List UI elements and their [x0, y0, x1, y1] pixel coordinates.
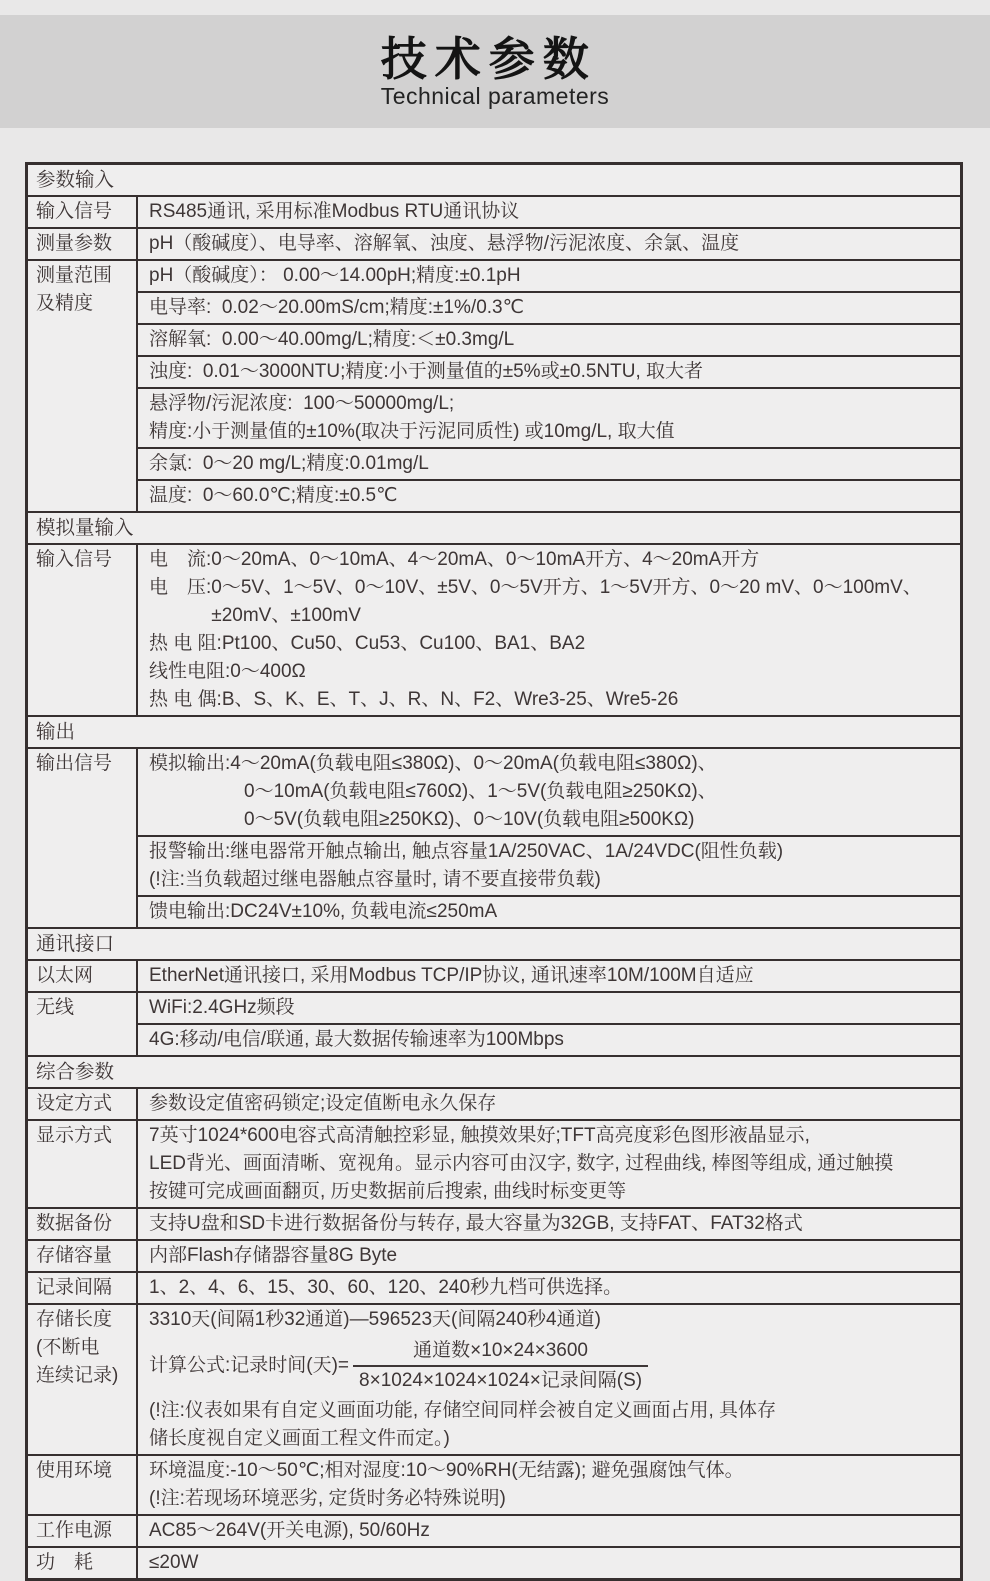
row-label-line: 记录间隔	[36, 1277, 113, 1298]
row-label-line: 输出信号	[36, 753, 113, 774]
row-label	[28, 229, 138, 259]
cell-line: 热 电 偶:B、S、K、E、T、J、R、N、F2、Wre3-25、Wre5-26	[149, 689, 679, 710]
row-label	[28, 1121, 138, 1207]
row-label	[28, 1548, 138, 1578]
spec-cell	[138, 1456, 960, 1514]
row-cells	[138, 261, 960, 511]
row-cells	[138, 197, 960, 227]
title-band	[0, 15, 990, 128]
row-label	[28, 1456, 138, 1514]
formula	[149, 1337, 954, 1395]
row-cells	[138, 1209, 960, 1239]
row-label	[28, 1241, 138, 1271]
row-label-line: 存储容量	[36, 1245, 113, 1266]
table-row	[28, 959, 960, 991]
spec-cell	[138, 895, 960, 927]
cell-line: 参数设定值密码锁定;设定值断电永久保存	[149, 1093, 497, 1114]
spec-cell	[138, 479, 960, 511]
formula-prefix: 计算公式:记录时间(天)=	[149, 1355, 350, 1376]
cell-line: 浊度: 0.01～3000NTU;精度:小于测量值的±5%或±0.5NTU, 取大者	[149, 361, 704, 382]
spec-cell	[138, 1209, 960, 1239]
section-header-row: 综合参数	[28, 1055, 960, 1087]
row-label	[28, 1209, 138, 1239]
row-cells	[138, 545, 960, 715]
row-cells	[138, 1273, 960, 1303]
row-cells	[138, 1305, 960, 1454]
row-label-line: 显示方式	[36, 1125, 113, 1146]
row-label-line: 输入信号	[36, 201, 113, 222]
row-label-line: 设定方式	[36, 1093, 113, 1114]
spec-cell	[138, 1023, 960, 1055]
table-row	[28, 1271, 960, 1303]
row-label	[28, 261, 138, 511]
cell-line: 内部Flash存储器容量8G Byte	[149, 1245, 398, 1266]
table-row	[28, 227, 960, 259]
spec-cell	[138, 1241, 960, 1271]
row-label-line: 及精度	[36, 293, 94, 314]
row-label-line: 测量范围	[36, 265, 113, 286]
spec-cell	[138, 447, 960, 479]
cell-line: 电 压:0～5V、1～5V、0～10V、±5V、0～5V开方、1～5V开方、0～20 mV、0～100mV、	[149, 577, 922, 598]
spec-cell	[138, 961, 960, 991]
cell-line: pH（酸碱度）： 0.00～14.00pH;精度:±0.1pH	[149, 265, 521, 286]
spec-cell	[138, 1548, 960, 1578]
spec-cell	[138, 545, 960, 715]
cell-line: ±20mV、±100mV	[149, 605, 361, 626]
row-label	[28, 1516, 138, 1546]
formula-numerator: 通道数×10×24×3600	[413, 1340, 588, 1361]
table-row	[28, 1454, 960, 1514]
cell-line: 按键可完成画面翻页, 历史数据前后搜索, 曲线时标变更等	[149, 1181, 627, 1202]
section-header-row: 通讯接口	[28, 927, 960, 959]
spec-cell	[138, 1273, 960, 1303]
row-label-line: 工作电源	[36, 1520, 113, 1541]
cell-line: 环境温度:-10～50℃;相对湿度:10～90%RH(无结露); 避免强腐蚀气体。	[149, 1460, 744, 1481]
cell-line: 4G:移动/电信/联通, 最大数据传输速率为100Mbps	[149, 1029, 564, 1050]
cell-line: 精度:小于测量值的±10%(取决于污泥同质性) 或10mg/L, 取大值	[149, 421, 675, 442]
spec-table	[25, 162, 963, 1581]
section-header-row: 模拟量输入	[28, 511, 960, 543]
row-label-line: 功 耗	[36, 1552, 94, 1573]
table-row	[28, 1239, 960, 1271]
cell-line: WiFi:2.4GHz频段	[149, 997, 295, 1018]
cell-line: 7英寸1024*600电容式高清触控彩显, 触摸效果好;TFT高亮度彩色图形液晶显示,	[149, 1125, 810, 1146]
spec-cell	[138, 993, 960, 1023]
cell-line: (!注:当负载超过继电器触点容量时, 请不要直接带负载)	[149, 869, 601, 890]
cell-line: 模拟输出:4～20mA(负载电阻≤380Ω)、0～20mA(负载电阻≤380Ω)、	[149, 753, 717, 774]
row-label-line: 数据备份	[36, 1213, 113, 1234]
row-label	[28, 1273, 138, 1303]
table-row	[28, 259, 960, 511]
cell-line: 3310天(间隔1秒32通道)—596523天(间隔240秒4通道)	[149, 1309, 601, 1330]
row-cells	[138, 749, 960, 927]
row-cells	[138, 1456, 960, 1514]
table-row	[28, 1087, 960, 1119]
cell-line: 余氯: 0～20 mg/L;精度:0.01mg/L	[149, 453, 429, 474]
cell-line: (!注:仪表如果有自定义画面功能, 存储空间同样会被自定义画面占用, 具体存	[149, 1400, 777, 1421]
cell-line: 0～10mA(负载电阻≤760Ω)、1～5V(负载电阻≥250KΩ)、	[149, 781, 717, 802]
row-label-line: 测量参数	[36, 233, 113, 254]
cell-line: 支持U盘和SD卡进行数据备份与转存, 最大容量为32GB, 支持FAT、FAT32格式	[149, 1213, 803, 1234]
section-header-row: 输出	[28, 715, 960, 747]
spec-cell	[138, 323, 960, 355]
table-row	[28, 991, 960, 1055]
table-row	[28, 1514, 960, 1546]
cell-line: AC85～264V(开关电源), 50/60Hz	[149, 1520, 430, 1541]
row-label	[28, 197, 138, 227]
spec-cell	[138, 1516, 960, 1546]
row-label-line: 存储长度	[36, 1309, 113, 1330]
row-cells	[138, 1089, 960, 1119]
table-row	[28, 543, 960, 715]
row-label-line: (不断电	[36, 1337, 100, 1358]
title-block	[381, 34, 610, 110]
cell-line: RS485通讯, 采用标准Modbus RTU通讯协议	[149, 201, 520, 222]
page-title: 技术参数	[380, 32, 597, 85]
spec-cell	[138, 1305, 960, 1454]
row-cells	[138, 1241, 960, 1271]
cell-line: 热 电 阻:Pt100、Cu50、Cu53、Cu100、BA1、BA2	[149, 633, 586, 654]
row-label	[28, 749, 138, 927]
page-subtitle: Technical parameters	[380, 83, 610, 110]
cell-line: ≤20W	[149, 1552, 199, 1573]
cell-line: 线性电阻:0～400Ω	[149, 661, 306, 682]
formula-fraction	[353, 1337, 648, 1395]
cell-line: 报警输出:继电器常开触点输出, 触点容量1A/250VAC、1A/24VDC(阻性负载)	[149, 841, 784, 862]
spec-cell	[138, 1089, 960, 1119]
cell-line: 悬浮物/污泥浓度: 100～50000mg/L;	[149, 393, 455, 414]
spec-cell	[138, 261, 960, 291]
spec-cell	[138, 229, 960, 259]
table-row	[28, 747, 960, 927]
row-cells	[138, 993, 960, 1055]
cell-line: 电 流:0～20mA、0～10mA、4～20mA、0～10mA开方、4～20mA开方	[149, 549, 760, 570]
cell-line: 馈电输出:DC24V±10%, 负载电流≤250mA	[149, 901, 498, 922]
row-label	[28, 961, 138, 991]
cell-line: 储长度视自定义画面工程文件而定。)	[149, 1428, 450, 1449]
spec-cell	[138, 291, 960, 323]
cell-line: 1、2、4、6、15、30、60、120、240秒九档可供选择。	[149, 1277, 623, 1298]
table-row	[28, 1546, 960, 1578]
row-cells	[138, 961, 960, 991]
spec-cell	[138, 749, 960, 835]
table-row	[28, 1119, 960, 1207]
spec-cell	[138, 355, 960, 387]
row-label-line: 无线	[36, 997, 75, 1018]
spec-cell	[138, 1121, 960, 1207]
cell-line: pH（酸碱度）、电导率、溶解氧、浊度、悬浮物/污泥浓度、余氯、温度	[149, 233, 740, 254]
table-row	[28, 1303, 960, 1454]
cell-line: 0～5V(负载电阻≥250KΩ)、0～10V(负载电阻≥500KΩ)	[149, 809, 695, 830]
row-label	[28, 1305, 138, 1454]
row-label-line: 输入信号	[36, 549, 113, 570]
spec-cell	[138, 197, 960, 227]
row-cells	[138, 1121, 960, 1207]
row-cells	[138, 1548, 960, 1578]
table-row	[28, 195, 960, 227]
formula-denominator: 8×1024×1024×1024×记录间隔(S)	[353, 1365, 648, 1395]
cell-line: 电导率: 0.02～20.00mS/cm;精度:±1%/0.3℃	[149, 297, 524, 318]
row-label-line: 使用环境	[36, 1460, 113, 1481]
row-cells	[138, 229, 960, 259]
cell-line: (!注:若现场环境恶劣, 定货时务必特殊说明)	[149, 1488, 506, 1509]
cell-line: 溶解氧: 0.00～40.00mg/L;精度:＜±0.3mg/L	[149, 329, 515, 350]
row-cells	[138, 1516, 960, 1546]
row-label-line: 连续记录)	[36, 1365, 119, 1386]
row-label	[28, 993, 138, 1055]
row-label-line: 以太网	[36, 965, 94, 986]
section-header-row: 参数输入	[36, 169, 115, 191]
cell-line: LED背光、画面清晰、宽视角。显示内容可由汉字, 数字, 过程曲线, 棒图等组成, 通过触摸	[149, 1153, 894, 1174]
cell-line: EtherNet通讯接口, 采用Modbus TCP/IP协议, 通讯速率10M/100M自适应	[149, 965, 754, 986]
spec-cell	[138, 387, 960, 447]
spec-cell	[138, 835, 960, 895]
table-row	[28, 1207, 960, 1239]
cell-line: 温度: 0～60.0℃;精度:±0.5℃	[149, 485, 398, 506]
row-label	[28, 1089, 138, 1119]
row-label	[28, 545, 138, 715]
